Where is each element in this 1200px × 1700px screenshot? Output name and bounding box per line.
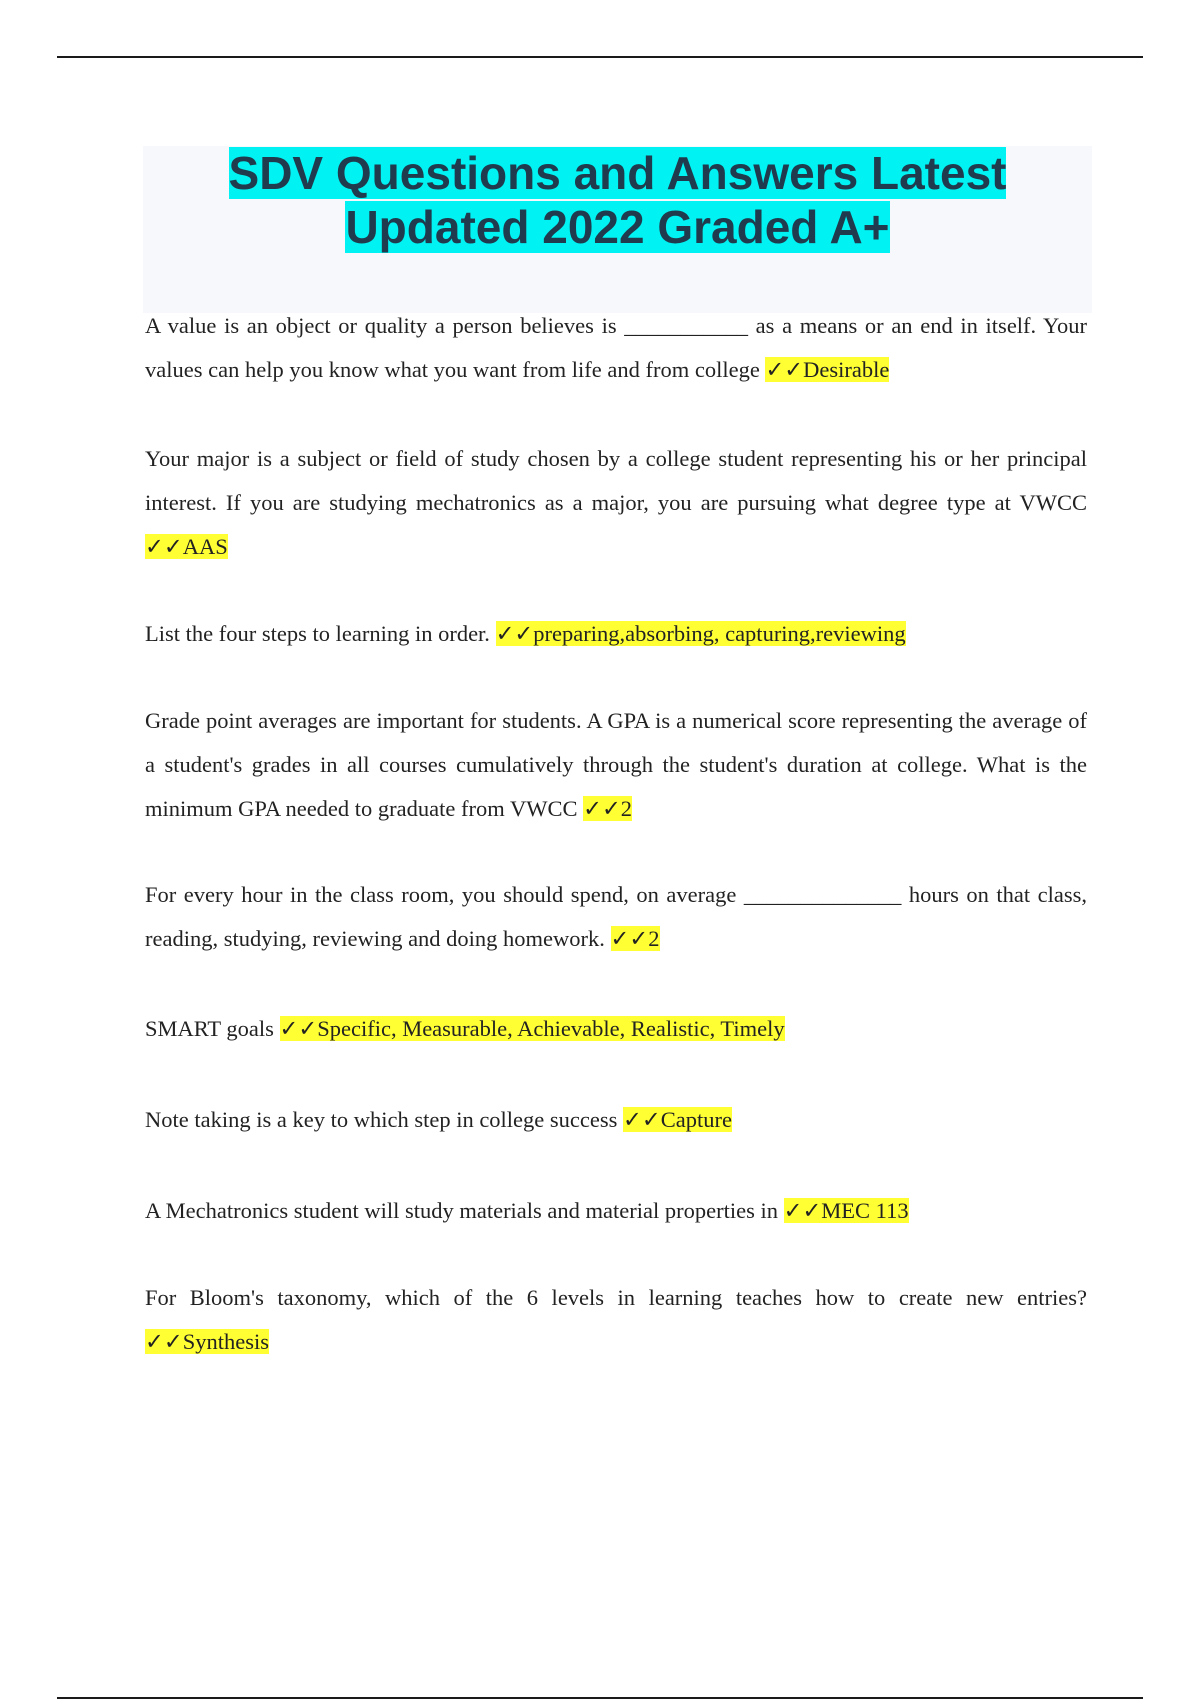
question-text: A value is an object or quality a person believes is ___________ as a means or an end in itself. Your values can help you know what you want from life and from college [145, 313, 1087, 382]
qa-item-3 [145, 612, 1087, 656]
qa-item-2 [145, 437, 1087, 569]
question-text: Note taking is a key to which step in college success [145, 1107, 618, 1132]
qa-item-6 [145, 1007, 1087, 1051]
bottom-rule [57, 1697, 1143, 1699]
answer-highlight: ✓✓MEC 113 [783, 1198, 909, 1223]
top-rule [57, 56, 1143, 58]
answer-highlight: ✓✓Capture [623, 1107, 732, 1132]
title-line-2: Updated 2022 Graded A+ [345, 201, 890, 253]
qa-item-8 [145, 1189, 1087, 1233]
question-text: For Bloom's taxonomy, which of the 6 levels in learning teaches how to create new entries? [145, 1285, 1087, 1310]
qa-item-1 [145, 304, 1087, 392]
question-text: For every hour in the class room, you should spend, on average ______________ hours on that class, reading, studying, reviewing and doing homework. [145, 882, 1087, 951]
question-text: Your major is a subject or field of study chosen by a college student representing his or her principal interest. If you are studying mechatronics as a major, you are pursuing what degree type at VWCC [145, 446, 1087, 515]
question-text: SMART goals [145, 1016, 274, 1041]
title-line-1: SDV Questions and Answers Latest [228, 147, 1007, 199]
question-text: A Mechatronics student will study materials and material properties in [145, 1198, 778, 1223]
qa-item-5 [145, 873, 1087, 961]
answer-highlight: ✓✓preparing,absorbing, capturing,reviewing [495, 621, 906, 646]
question-text: Grade point averages are important for students. A GPA is a numerical score representing the average of a student's grades in all courses cumulatively through the student's duration at college. What is the minimum GPA needed to graduate from VWCC [145, 708, 1087, 821]
document-title [143, 146, 1092, 254]
answer-highlight: ✓✓Synthesis [145, 1329, 269, 1354]
qa-item-9 [145, 1276, 1087, 1364]
answer-highlight: ✓✓2 [583, 796, 633, 821]
answer-highlight: ✓✓2 [610, 926, 660, 951]
answer-highlight: ✓✓AAS [145, 534, 228, 559]
qa-item-4 [145, 699, 1087, 831]
question-text: List the four steps to learning in order. [145, 621, 490, 646]
answer-highlight: ✓✓Specific, Measurable, Achievable, Realistic, Timely [279, 1016, 785, 1041]
title-box [143, 146, 1092, 313]
answer-highlight: ✓✓Desirable [765, 357, 890, 382]
qa-item-7 [145, 1098, 1087, 1142]
